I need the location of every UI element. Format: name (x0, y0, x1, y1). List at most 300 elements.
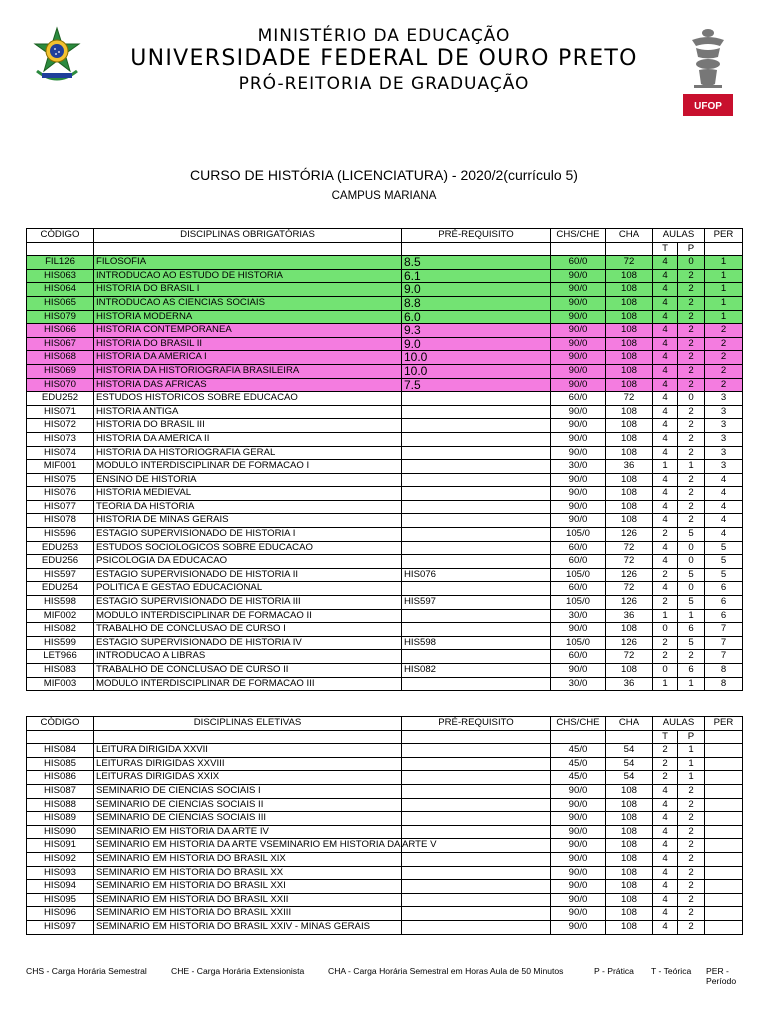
aulas-p: 2 (678, 364, 705, 378)
table-row (27, 866, 743, 880)
chs-che: 90/0 (551, 487, 606, 501)
prerequisite (402, 446, 551, 460)
course-code: MIF003 (27, 677, 94, 691)
cha: 72 (606, 392, 653, 406)
chs-che: 105/0 (551, 568, 606, 582)
period: 3 (705, 419, 743, 433)
course-name: MODULO INTERDISCIPLINAR DE FORMACAO III (94, 677, 402, 691)
period (705, 839, 743, 853)
chs-che: 30/0 (551, 460, 606, 474)
course-name: FILOSOFIA (94, 256, 402, 270)
course-name: HISTORIA DA HISTORIOGRAFIA GERAL (94, 446, 402, 460)
legend-t: T - Teórica (651, 966, 692, 976)
course-name: TEORIA DA HISTORIA (94, 500, 402, 514)
aulas-p: 2 (678, 784, 705, 798)
aulas-t: 4 (653, 419, 678, 433)
aulas-t: 4 (653, 432, 678, 446)
cha: 72 (606, 650, 653, 664)
cha: 108 (606, 310, 653, 324)
chs-che: 105/0 (551, 636, 606, 650)
prerequisite (402, 460, 551, 474)
course-name: HISTORIA DA HISTORIOGRAFIA BRASILEIRA (94, 364, 402, 378)
cha: 108 (606, 920, 653, 934)
course-code: HIS085 (27, 757, 94, 771)
chs-che: 60/0 (551, 392, 606, 406)
table-row (27, 405, 743, 419)
course-code: HIS065 (27, 296, 94, 310)
prerequisite (402, 866, 551, 880)
chs-che: 90/0 (551, 852, 606, 866)
chs-che: 60/0 (551, 582, 606, 596)
cha: 72 (606, 256, 653, 270)
prerequisite: 9.0 (402, 337, 551, 351)
course-code: EDU256 (27, 555, 94, 569)
aulas-t: 1 (653, 677, 678, 691)
aulas-t: 1 (653, 609, 678, 623)
course-code: HIS097 (27, 920, 94, 934)
course-code: HIS083 (27, 664, 94, 678)
course-code: FIL126 (27, 256, 94, 270)
chs-che: 30/0 (551, 677, 606, 691)
cha: 108 (606, 664, 653, 678)
course-name: INTRODUCAO A LIBRAS (94, 650, 402, 664)
course-code: HIS091 (27, 839, 94, 853)
prerequisite: 7.5 (402, 378, 551, 392)
course-name: TRABALHO DE CONCLUSAO DE CURSO II (94, 664, 402, 678)
course-name: INTRODUCAO AS CIENCIAS SOCIAIS (94, 296, 402, 310)
prerequisite (402, 677, 551, 691)
period: 3 (705, 460, 743, 474)
course-name: HISTORIA DAS AFRICAS (94, 378, 402, 392)
table-row (27, 623, 743, 637)
prerequisite (402, 419, 551, 433)
course-code: HIS089 (27, 812, 94, 826)
prerequisite (402, 500, 551, 514)
course-code: EDU253 (27, 541, 94, 555)
aulas-t: 4 (653, 324, 678, 338)
cha-header: CHA (606, 717, 653, 731)
course-code: HIS082 (27, 623, 94, 637)
aulas-t: 4 (653, 541, 678, 555)
period: 2 (705, 378, 743, 392)
cha: 36 (606, 677, 653, 691)
prerequisite (402, 825, 551, 839)
course-code: HIS072 (27, 419, 94, 433)
aulas-t: 4 (653, 880, 678, 894)
table-row (27, 555, 743, 569)
course-name: ESTUDOS SOCIOLOGICOS SOBRE EDUCACAO (94, 541, 402, 555)
cha: 36 (606, 609, 653, 623)
course-code: HIS087 (27, 784, 94, 798)
course-name: ESTUDOS HISTORICOS SOBRE EDUCACAO (94, 392, 402, 406)
aulas-t: 4 (653, 852, 678, 866)
course-code: HIS088 (27, 798, 94, 812)
prerequisite (402, 784, 551, 798)
course-name: HISTORIA DO BRASIL I (94, 283, 402, 297)
cha: 54 (606, 744, 653, 758)
prerequisite (402, 487, 551, 501)
table-row (27, 324, 743, 338)
prerequisite: 6.1 (402, 269, 551, 283)
chs-che: 60/0 (551, 256, 606, 270)
cha: 108 (606, 784, 653, 798)
chs-che: 90/0 (551, 880, 606, 894)
aulas-p: 5 (678, 596, 705, 610)
aulas-t: 2 (653, 771, 678, 785)
period (705, 812, 743, 826)
aulas-p: 2 (678, 351, 705, 365)
period: 4 (705, 500, 743, 514)
course-name: SEMINARIO EM HISTORIA DO BRASIL XX (94, 866, 402, 880)
aulas-t: 4 (653, 310, 678, 324)
t-header: T (653, 242, 678, 256)
cha: 108 (606, 378, 653, 392)
aulas-t: 4 (653, 296, 678, 310)
period: 3 (705, 446, 743, 460)
course-code: HIS086 (27, 771, 94, 785)
department-title: PRÓ-REITORIA DE GRADUAÇÃO (238, 74, 530, 94)
course-name: SEMINARIO DE CIENCIAS SOCIAIS III (94, 812, 402, 826)
cha: 108 (606, 866, 653, 880)
chs-che: 60/0 (551, 541, 606, 555)
course-name: SEMINARIO EM HISTORIA DO BRASIL XXII (94, 893, 402, 907)
table-row (27, 880, 743, 894)
course-name: PSICOLOGIA DA EDUCACAO (94, 555, 402, 569)
prerequisite (402, 771, 551, 785)
aulas-p: 1 (678, 677, 705, 691)
chs-che: 90/0 (551, 825, 606, 839)
course-name: SEMINARIO DE CIENCIAS SOCIAIS I (94, 784, 402, 798)
aulas-t: 4 (653, 500, 678, 514)
course-code: HIS063 (27, 269, 94, 283)
aulas-t: 2 (653, 757, 678, 771)
aulas-t: 2 (653, 744, 678, 758)
table-row (27, 798, 743, 812)
period: 6 (705, 609, 743, 623)
course-name: ESTAGIO SUPERVISIONADO DE HISTORIA I (94, 528, 402, 542)
chs-che: 90/0 (551, 866, 606, 880)
course-code: HIS599 (27, 636, 94, 650)
course-code: HIS076 (27, 487, 94, 501)
aulas-p: 2 (678, 419, 705, 433)
table-row (27, 528, 743, 542)
cha: 108 (606, 880, 653, 894)
aulas-p: 2 (678, 378, 705, 392)
chs-che: 90/0 (551, 907, 606, 921)
aulas-t: 2 (653, 528, 678, 542)
aulas-t: 4 (653, 555, 678, 569)
table-row (27, 351, 743, 365)
table-row (27, 283, 743, 297)
aulas-header: AULAS (653, 717, 705, 731)
table-row (27, 852, 743, 866)
table-row (27, 487, 743, 501)
code-header: CÓDIGO (27, 229, 94, 243)
p-header: P (678, 242, 705, 256)
table-row (27, 825, 743, 839)
course-name: SEMINARIO EM HISTORIA DO BRASIL XIX (94, 852, 402, 866)
prerequisite (402, 514, 551, 528)
prerequisite: 8.5 (402, 256, 551, 270)
prerequisite (402, 623, 551, 637)
aulas-t: 4 (653, 825, 678, 839)
course-code: EDU254 (27, 582, 94, 596)
prerequisite: HIS598 (402, 636, 551, 650)
chs-che: 90/0 (551, 378, 606, 392)
aulas-p: 5 (678, 636, 705, 650)
period: 7 (705, 636, 743, 650)
course-name: ENSINO DE HISTORIA (94, 473, 402, 487)
cha: 108 (606, 798, 653, 812)
aulas-p: 5 (678, 528, 705, 542)
cha: 108 (606, 351, 653, 365)
chs-che: 90/0 (551, 310, 606, 324)
aulas-t: 2 (653, 568, 678, 582)
aulas-p: 2 (678, 269, 705, 283)
aulas-t: 4 (653, 893, 678, 907)
aulas-t: 4 (653, 283, 678, 297)
course-name: SEMINARIO EM HISTORIA DA ARTE VSEMINARIO EM HISTORIA DA ARTE V (94, 839, 402, 853)
period: 3 (705, 392, 743, 406)
course-code: HIS064 (27, 283, 94, 297)
aulas-t: 4 (653, 907, 678, 921)
cha: 126 (606, 596, 653, 610)
table-row (27, 514, 743, 528)
table-row (27, 839, 743, 853)
aulas-t: 4 (653, 392, 678, 406)
chs-che: 90/0 (551, 432, 606, 446)
course-name: SEMINARIO EM HISTORIA DO BRASIL XXIII (94, 907, 402, 921)
period (705, 757, 743, 771)
table-row (27, 650, 743, 664)
course-code: HIS079 (27, 310, 94, 324)
code-header: CÓDIGO (27, 717, 94, 731)
prerequisite (402, 392, 551, 406)
course-code: HIS066 (27, 324, 94, 338)
cha: 108 (606, 487, 653, 501)
prerequisite (402, 405, 551, 419)
period: 1 (705, 269, 743, 283)
prerequisite (402, 907, 551, 921)
prerequisite (402, 812, 551, 826)
period: 3 (705, 432, 743, 446)
chs-che: 90/0 (551, 419, 606, 433)
chs-che: 90/0 (551, 269, 606, 283)
period: 2 (705, 351, 743, 365)
chs-che: 60/0 (551, 650, 606, 664)
table-row (27, 784, 743, 798)
cha: 108 (606, 337, 653, 351)
aulas-p: 5 (678, 568, 705, 582)
course-code: HIS596 (27, 528, 94, 542)
course-code: HIS069 (27, 364, 94, 378)
period (705, 893, 743, 907)
period: 4 (705, 473, 743, 487)
period: 7 (705, 623, 743, 637)
course-name: HISTORIA MEDIEVAL (94, 487, 402, 501)
prerequisite: HIS597 (402, 596, 551, 610)
course-code: HIS078 (27, 514, 94, 528)
aulas-p: 1 (678, 757, 705, 771)
table-row (27, 432, 743, 446)
chs-che: 90/0 (551, 296, 606, 310)
p-header: P (678, 730, 705, 744)
table-row (27, 757, 743, 771)
chs-che: 30/0 (551, 609, 606, 623)
table-row (27, 812, 743, 826)
aulas-t: 4 (653, 378, 678, 392)
course-name: ESTAGIO SUPERVISIONADO DE HISTORIA IV (94, 636, 402, 650)
period: 8 (705, 664, 743, 678)
aulas-p: 2 (678, 880, 705, 894)
per-header: PER (705, 717, 743, 731)
course-code: HIS075 (27, 473, 94, 487)
aulas-p: 2 (678, 798, 705, 812)
aulas-p: 1 (678, 744, 705, 758)
period: 1 (705, 310, 743, 324)
prerequisite: 10.0 (402, 364, 551, 378)
table-row (27, 500, 743, 514)
table-row (27, 378, 743, 392)
required-disciplines-table (26, 228, 743, 691)
cha: 108 (606, 364, 653, 378)
prereq-header: PRÉ-REQUISITO (402, 229, 551, 243)
t-header: T (653, 730, 678, 744)
cha: 126 (606, 568, 653, 582)
course-code: HIS093 (27, 866, 94, 880)
course-code: HIS092 (27, 852, 94, 866)
aulas-t: 4 (653, 269, 678, 283)
prerequisite (402, 528, 551, 542)
prerequisite (402, 432, 551, 446)
aulas-t: 4 (653, 839, 678, 853)
aulas-t: 4 (653, 812, 678, 826)
legend-per-wrapper (26, 966, 742, 986)
chs-che: 90/0 (551, 351, 606, 365)
prerequisite: 9.0 (402, 283, 551, 297)
prerequisite (402, 541, 551, 555)
period: 2 (705, 337, 743, 351)
aulas-p: 6 (678, 623, 705, 637)
aulas-p: 0 (678, 555, 705, 569)
period (705, 744, 743, 758)
aulas-t: 4 (653, 798, 678, 812)
aulas-p: 2 (678, 839, 705, 853)
aulas-t: 0 (653, 664, 678, 678)
aulas-t: 4 (653, 784, 678, 798)
prerequisite (402, 757, 551, 771)
table-row (27, 664, 743, 678)
course-code: MIF002 (27, 609, 94, 623)
aulas-p: 2 (678, 920, 705, 934)
prerequisite: 6.0 (402, 310, 551, 324)
cha: 108 (606, 839, 653, 853)
period (705, 798, 743, 812)
aulas-p: 2 (678, 514, 705, 528)
course-name: SEMINARIO EM HISTORIA DO BRASIL XXIV - MINAS GERAIS (94, 920, 402, 934)
cha: 108 (606, 283, 653, 297)
prerequisite (402, 609, 551, 623)
chs-che: 90/0 (551, 664, 606, 678)
prerequisite (402, 920, 551, 934)
aulas-p: 2 (678, 650, 705, 664)
period: 4 (705, 514, 743, 528)
chs-che: 45/0 (551, 771, 606, 785)
course-name: ESTAGIO SUPERVISIONADO DE HISTORIA II (94, 568, 402, 582)
cha: 108 (606, 473, 653, 487)
aulas-p: 2 (678, 812, 705, 826)
aulas-p: 2 (678, 487, 705, 501)
table-row (27, 582, 743, 596)
chs-che: 90/0 (551, 405, 606, 419)
course-code: HIS096 (27, 907, 94, 921)
table-row (27, 771, 743, 785)
per-header: PER (705, 229, 743, 243)
chs-che: 90/0 (551, 473, 606, 487)
course-name: SEMINARIO EM HISTORIA DO BRASIL XXI (94, 880, 402, 894)
aulas-t: 4 (653, 920, 678, 934)
course-code: HIS077 (27, 500, 94, 514)
chs-che: 90/0 (551, 324, 606, 338)
aulas-p: 2 (678, 405, 705, 419)
chs-che: 90/0 (551, 446, 606, 460)
period (705, 920, 743, 934)
legend-chs: CHS - Carga Horária Semestral (26, 966, 147, 976)
cha: 108 (606, 269, 653, 283)
cha: 108 (606, 623, 653, 637)
prerequisite (402, 798, 551, 812)
aulas-p: 0 (678, 256, 705, 270)
prerequisite: 8.8 (402, 296, 551, 310)
cha: 72 (606, 541, 653, 555)
chs-che: 90/0 (551, 893, 606, 907)
cha: 108 (606, 419, 653, 433)
table-row (27, 893, 743, 907)
chs-che: 90/0 (551, 798, 606, 812)
period: 5 (705, 555, 743, 569)
aulas-p: 2 (678, 852, 705, 866)
course-code: HIS094 (27, 880, 94, 894)
course-name: MODULO INTERDISCIPLINAR DE FORMACAO I (94, 460, 402, 474)
legend-per: PER - Período (706, 966, 737, 986)
aulas-header: AULAS (653, 229, 705, 243)
period: 1 (705, 296, 743, 310)
course-code: HIS084 (27, 744, 94, 758)
prerequisite (402, 852, 551, 866)
chs-che: 90/0 (551, 784, 606, 798)
cha: 126 (606, 528, 653, 542)
prerequisite: 10.0 (402, 351, 551, 365)
course-name: TRABALHO DE CONCLUSAO DE CURSO I (94, 623, 402, 637)
chs-che: 90/0 (551, 812, 606, 826)
aulas-p: 2 (678, 310, 705, 324)
cha: 54 (606, 757, 653, 771)
course-name: HISTORIA MODERNA (94, 310, 402, 324)
course-name: HISTORIA DO BRASIL II (94, 337, 402, 351)
aulas-p: 2 (678, 446, 705, 460)
period: 1 (705, 256, 743, 270)
table-row (27, 907, 743, 921)
table-row (27, 419, 743, 433)
course-name: HISTORIA CONTEMPORANEA (94, 324, 402, 338)
aulas-t: 2 (653, 636, 678, 650)
chs-che: 90/0 (551, 283, 606, 297)
period: 5 (705, 568, 743, 582)
cha: 72 (606, 582, 653, 596)
aulas-t: 4 (653, 351, 678, 365)
course-code: MIF001 (27, 460, 94, 474)
period (705, 825, 743, 839)
